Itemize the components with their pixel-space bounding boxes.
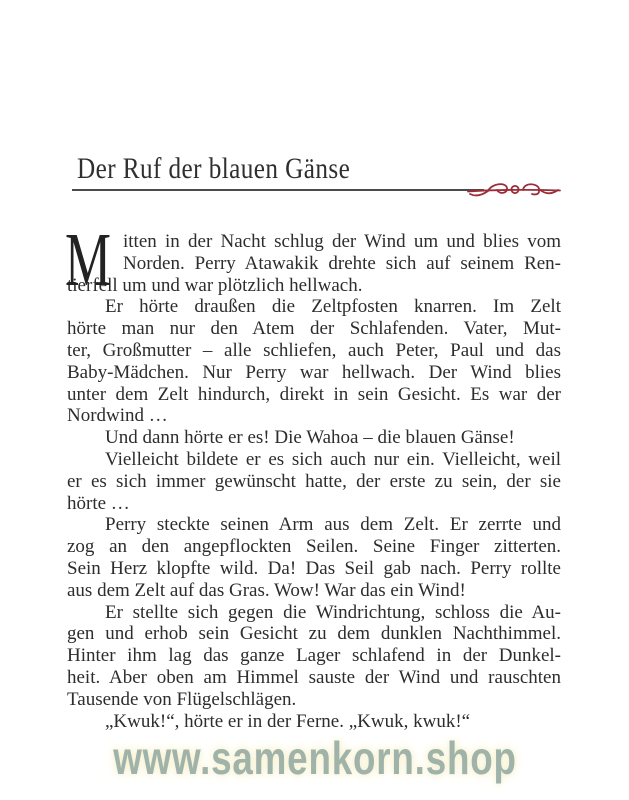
paragraph-3 <box>67 427 561 449</box>
text-line: ter, Großmutter – alle schliefen, auch Peter, Paul und das <box>67 339 561 361</box>
text-line: hörte … <box>67 492 130 514</box>
text-line: Er stellte sich gegen die Windrichtung, schloss die Au- <box>105 601 561 623</box>
text-line: er es sich immer gewünscht hatte, der erste zu sein, der sie <box>67 470 561 492</box>
text-line: Baby-Mädchen. Nur Perry war hellwach. Der Wind blies <box>67 361 561 383</box>
text-line: tierfell um und war plötzlich hellwach. <box>67 274 363 296</box>
paragraph-2 <box>67 296 561 427</box>
paragraph-1 <box>65 218 561 302</box>
text-line: heit. Aber oben am Himmel sauste der Wind und rauschten <box>67 666 561 688</box>
drop-cap-letter: M <box>65 218 111 302</box>
paragraph-5 <box>67 514 561 601</box>
text-line: aus dem Zelt auf das Gras. Wow! War das ein Wind! <box>67 579 466 601</box>
chapter-title: Der Ruf der blauen Gänse <box>77 152 351 185</box>
text-line: itten in der Nacht schlug der Wind um und blies vom <box>123 231 561 252</box>
body-text <box>65 218 561 732</box>
paragraph-7 <box>67 711 561 733</box>
text-line: unter dem Zelt hindurch, direkt in sein Gesicht. Es war der <box>67 383 561 405</box>
text-line: Nordwind … <box>67 405 168 427</box>
text-line: Tausende von Flügelschlägen. <box>67 688 297 710</box>
flourish-ornament-icon <box>466 177 562 205</box>
text-line: Und dann hörte er es! Die Wahoa – die blauen Gänse! <box>105 427 515 449</box>
text-line: Er hörte draußen die Zeltpfosten knarren. Im Zelt <box>105 296 561 318</box>
text-line: hörte man nur den Atem der Schlafenden. Vater, Mut- <box>67 318 561 340</box>
text-line: gen und erhob sein Gesicht zu dem dunklen Nachthimmel. <box>67 623 561 645</box>
text-line: „Kwuk!“, hörte er in der Ferne. „Kwuk, kwuk!“ <box>105 710 471 732</box>
text-line: Perry steckte seinen Arm aus dem Zelt. Er zerrte und <box>105 514 561 536</box>
shop-watermark: www.samenkorn.shop <box>112 732 517 784</box>
text-line: zog an den angepflockten Seilen. Seine Finger zitterten. <box>67 536 561 558</box>
paragraph-6 <box>67 602 561 711</box>
text-line: Sein Herz klopfte wild. Da! Das Seil gab nach. Perry rollte <box>67 557 561 579</box>
text-line: Vielleicht bildete er es sich auch nur ein. Vielleicht, weil <box>105 448 561 470</box>
paragraph-4 <box>67 449 561 514</box>
text-line: Hinter ihm lag das ganze Lager schlafend in der Dunkel- <box>67 645 561 667</box>
title-rule <box>72 189 484 191</box>
text-line: Norden. Perry Atawakik drehte sich auf seinem Ren- <box>123 252 561 274</box>
drop-cap-box <box>65 218 123 302</box>
